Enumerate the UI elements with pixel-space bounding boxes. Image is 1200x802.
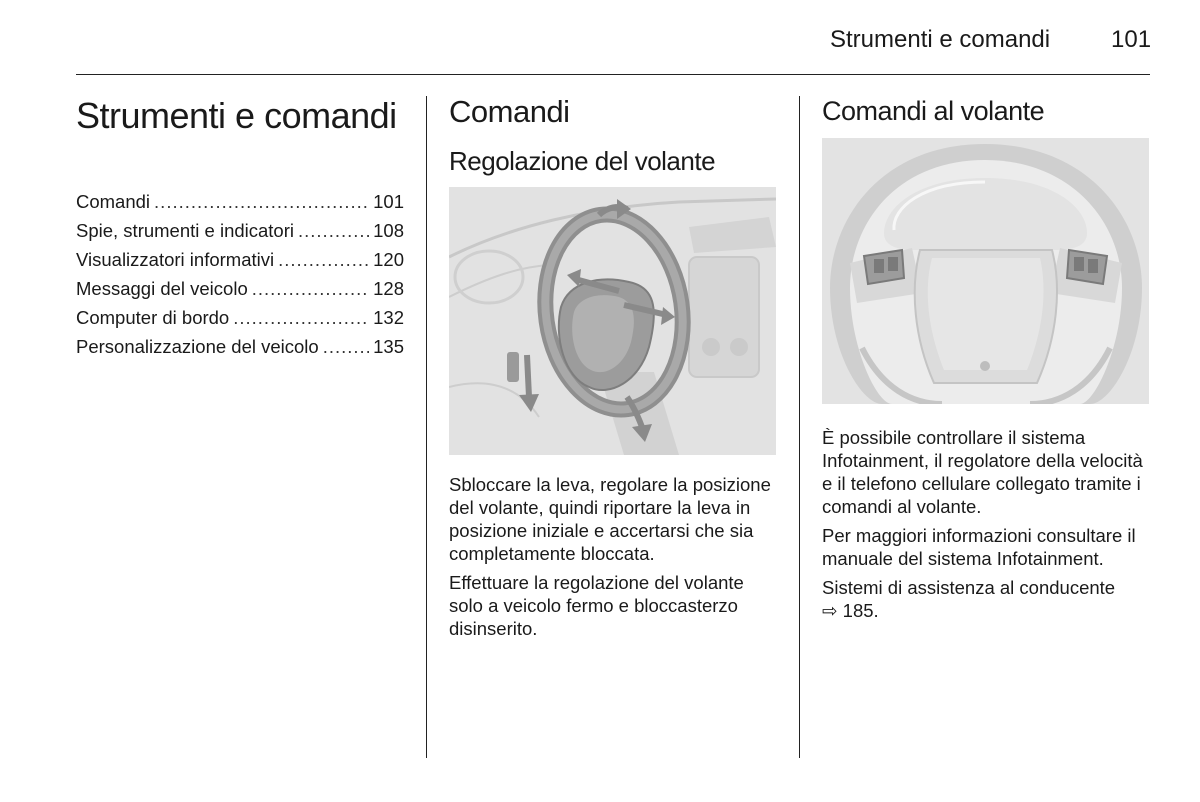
toc-leader: [233, 303, 369, 332]
column-divider: [426, 96, 427, 758]
running-header-title: Strumenti e comandi: [830, 26, 1051, 53]
toc-entry-label: Visualizzatori informativi: [76, 249, 275, 270]
toc-entry[interactable]: [76, 245, 404, 274]
toc-entry-label: Messaggi del veicolo: [76, 278, 248, 299]
section-title: Comandi: [449, 94, 570, 129]
toc-entry-label: Computer di bordo: [76, 307, 230, 328]
toc-leader: [298, 216, 369, 245]
section-body: [449, 473, 779, 646]
paragraph: Sbloccare la leva, regolare la posizione del volante, quindi riportare la leva in posizione iniziale e accertarsi che sia completamente bloccata.: [449, 474, 771, 564]
steering-adjustment-illustration: [449, 187, 776, 455]
toc-entry-page: 128: [373, 278, 404, 299]
chapter-title: Strumenti e comandi: [76, 95, 397, 136]
reference-text: Sistemi di assistenza al conducente: [822, 577, 1116, 598]
page-number: 101: [1111, 26, 1152, 53]
paragraph: Per maggiori informazioni consultare il manuale del sistema Infotainment.: [822, 525, 1136, 569]
column-divider: [799, 96, 800, 758]
toc-leader: [278, 245, 369, 274]
toc-entry-page: 120: [373, 249, 404, 270]
header-rule: [76, 74, 1150, 75]
toc-entry[interactable]: [76, 274, 404, 303]
toc-entry-label: Spie, strumenti e indicatori: [76, 220, 294, 241]
toc-leader: [323, 332, 369, 361]
toc-entry-page: 101: [373, 191, 404, 212]
toc-entry[interactable]: [76, 216, 404, 245]
toc-leader: [154, 187, 369, 216]
toc-entry[interactable]: [76, 187, 404, 216]
reference-page: 185.: [842, 600, 879, 621]
paragraph: Effettuare la regolazione del volante solo a veicolo fermo e bloccasterzo disinserito.: [449, 572, 744, 639]
toc-entry-label: Comandi: [76, 191, 151, 212]
toc-entry[interactable]: [76, 303, 404, 332]
toc-entry-label: Personalizzazione del veicolo: [76, 336, 319, 357]
toc-entry-page: 108: [373, 220, 404, 241]
reference-arrow-icon: ⇨: [822, 600, 838, 621]
cross-reference[interactable]: [822, 576, 1156, 622]
table-of-contents: [76, 187, 404, 361]
toc-leader: [252, 274, 369, 303]
toc-entry-page: 132: [373, 307, 404, 328]
section-subtitle: Regolazione del volante: [449, 146, 716, 176]
toc-entry-page: 135: [373, 336, 404, 357]
steering-wheel-controls-illustration: [822, 138, 1149, 404]
toc-entry[interactable]: [76, 332, 404, 361]
paragraph: È possibile controllare il sistema Infotainment, il regolatore della velocità e il telefono cellulare collegato tramite i comandi al volante.: [822, 427, 1143, 517]
section2-body: [822, 426, 1156, 628]
section2-title: Comandi al volante: [822, 96, 1045, 126]
